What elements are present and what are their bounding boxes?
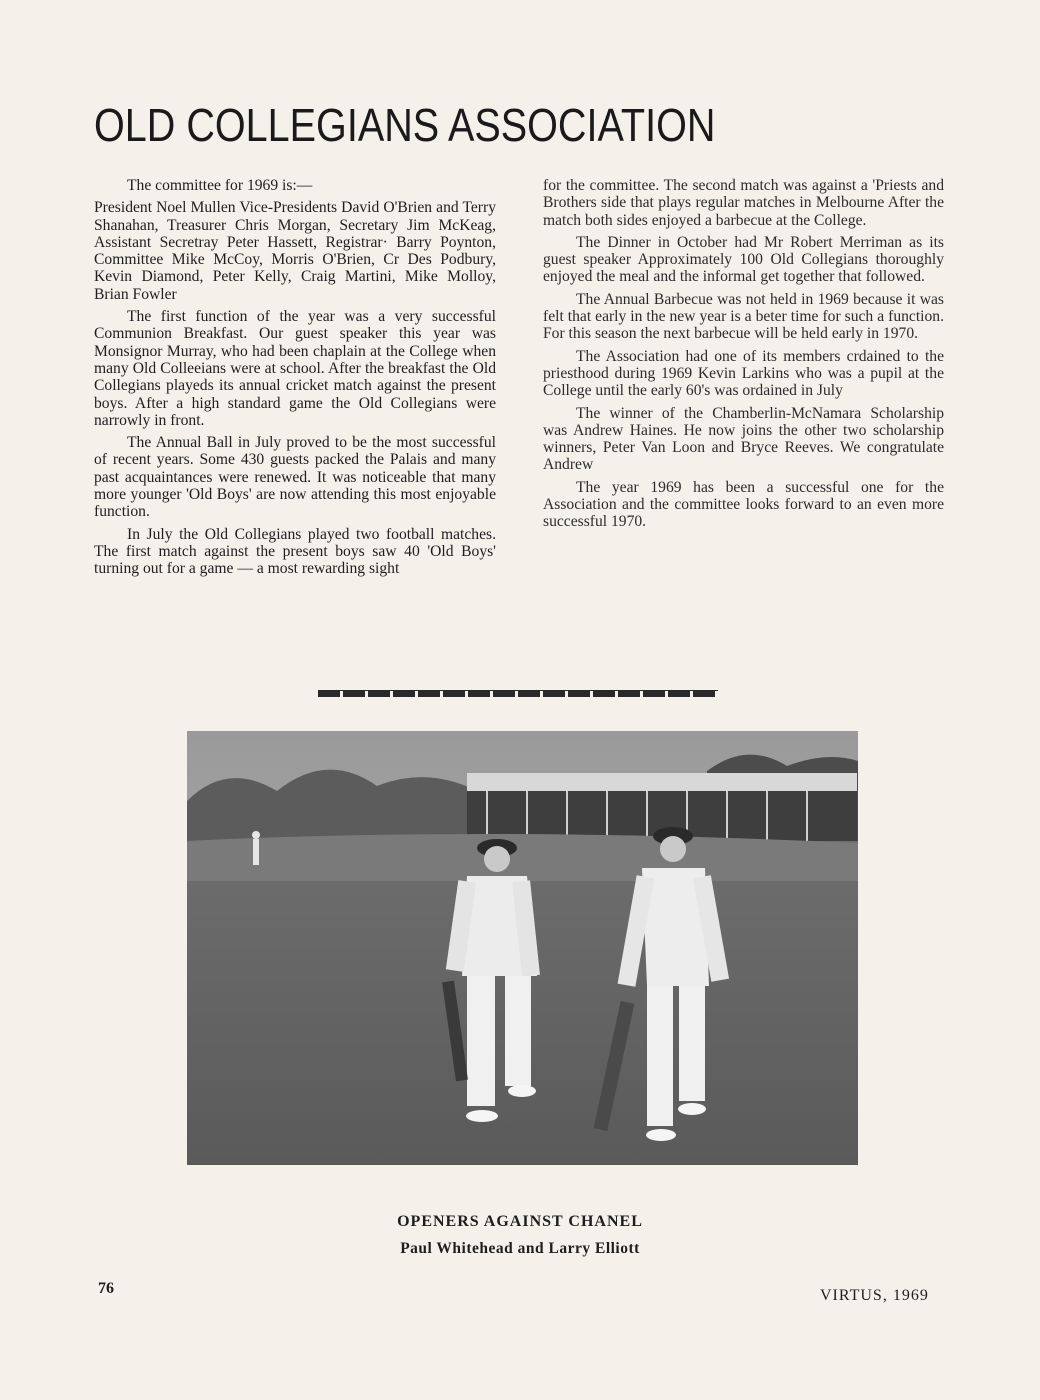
- paragraph: The Annual Ball in July proved to be the most successful of recent years. Some 430 guests packed the Palais and many past acquaintances were renewed. It was noticeable that many more younger 'Old Boys' are now attending this most enjoyable function.: [94, 434, 496, 521]
- cricket-photo: [187, 731, 858, 1165]
- paragraph: for the committee. The second match was against a 'Priests and Brothers side that plays regular matches in Melbourne After the match both sides enjoyed a barbecue at the College.: [543, 177, 944, 229]
- photo-caption-subtitle: Paul Whitehead and Larry Elliott: [400, 1240, 640, 1257]
- paragraph: The winner of the Chamberlin-McNamara Scholarship was Andrew Haines. He now joins the other two scholarship winners, Peter Van Loon and Bryce Reeves. We congratulate Andrew: [543, 404, 944, 474]
- article-column-right: [543, 177, 944, 536]
- paragraph: The first function of the year was a very successful Communion Breakfast. Our guest speaker this year was Monsignor Murray, who had been chaplain at the College when many Old Colleeians were at school. After the breakfast the Old Collegians playeds its annual cricket match against the present boys. After a high standard game the Old Collegians were narrowly in front.: [94, 308, 496, 429]
- paragraph: The Association had one of its members crdained to the priesthood during 1969 Kevin Larkins who was a pupil at the College until the early 60's was ordained in July: [543, 347, 944, 400]
- publication-footer: VIRTUS, 1969: [820, 1287, 929, 1304]
- paragraph: The committee for 1969 is:—: [127, 177, 313, 194]
- page-title: OLD COLLEGIANS ASSOCIATION: [94, 99, 716, 151]
- article-column-left: [94, 177, 496, 583]
- paragraph: The Dinner in October had Mr Robert Merriman as its guest speaker Approximately 100 Old Collegians thoroughly enjoyed the meal and the informal get together that followed.: [543, 233, 944, 286]
- paragraph: President Noel Mullen Vice-Presidents David O'Brien and Terry Shanahan, Treasurer Chris Morgan, Secretary Jim McKeag, Assistant Secretray Peter Hassett, Registrar· Barry Poynton, Committee Mike McCoy, Morris O'Brien, Cr Des Podbury, Kevin Diamond, Peter Kelly, Craig Martini, Mike Molloy, Brian Fowler: [94, 199, 496, 303]
- photo-caption-title: OPENERS AGAINST CHANEL: [397, 1213, 643, 1230]
- page-number: 76: [98, 1280, 114, 1297]
- paragraph: The Annual Barbecue was not held in 1969 because it was felt that early in the new year is a beter time for such a function. For this season the next barbecue will be held early in 1970.: [543, 290, 944, 343]
- paragraph: The year 1969 has been a successful one for the Association and the committee looks forward to an even more successful 1970.: [543, 478, 944, 531]
- paragraph: In July the Old Collegians played two football matches. The first match against the present boys saw 40 'Old Boys' turning out for a game — a most rewarding sight: [94, 525, 496, 578]
- ornamental-divider: [318, 690, 718, 697]
